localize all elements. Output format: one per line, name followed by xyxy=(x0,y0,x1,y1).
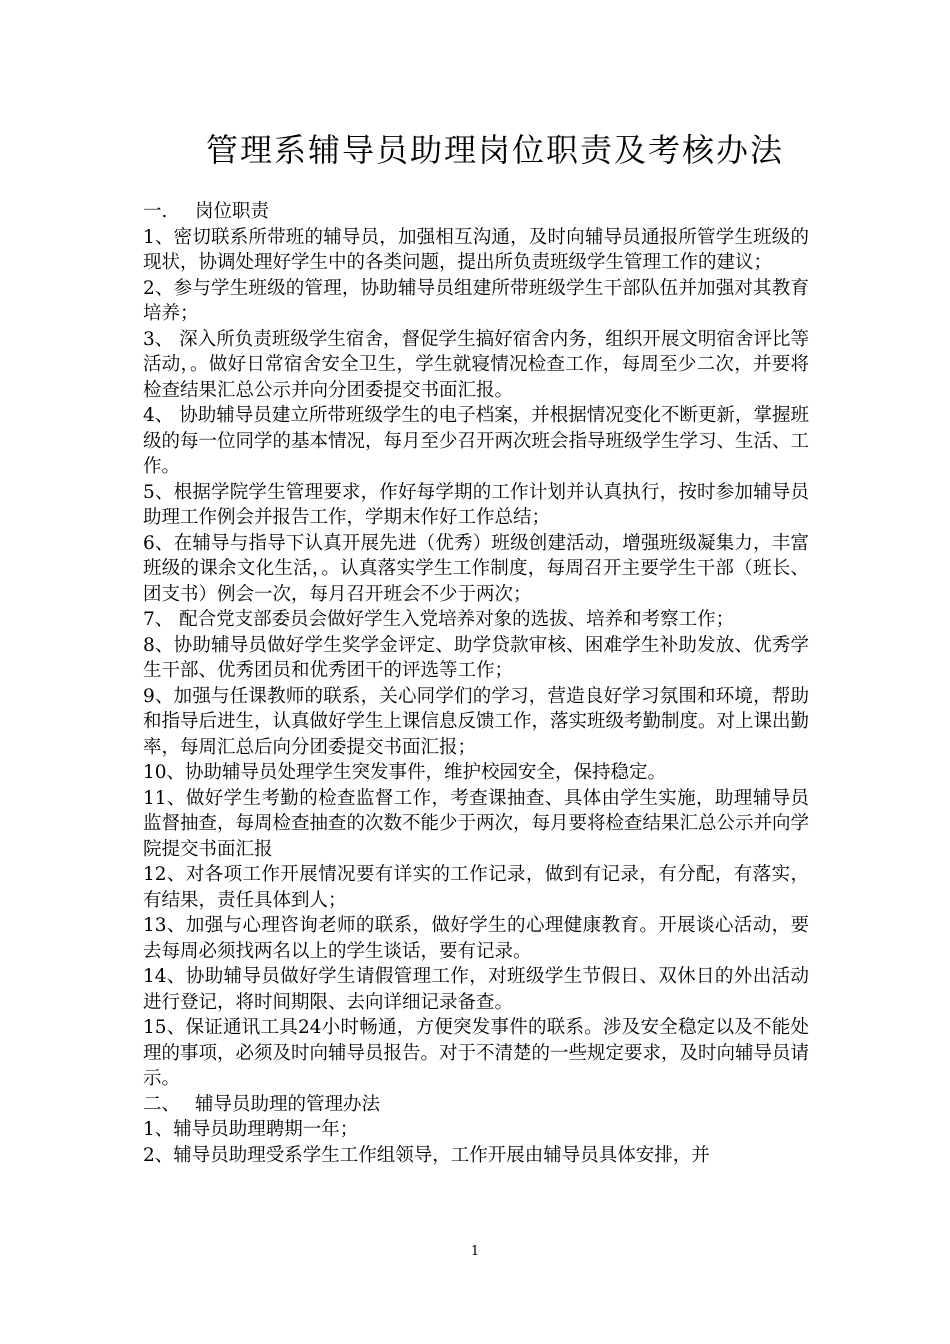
duty-item: 9、加强与任课教师的联系，关心同学们的学习，营造良好学习氛围和环境，帮助和指导后进生，认真做好学生上课信息反馈工作，落实班级考勤制度。对上课出勤率，每周汇总后向分团委提交书面汇报； xyxy=(143,685,810,758)
duty-item: 13、加强与心理咨询老师的联系，做好学生的心理健康教育。开展谈心活动，要去每周必须找两名以上的学生谈话，要有记录。 xyxy=(143,915,809,962)
duty-item: 14、协助辅导员做好学生请假管理工作，对班级学生节假日、双休日的外出活动进行登记，将时间期限、去向详细记录备查。 xyxy=(143,966,809,1013)
duty-item: 6、在辅导与指导下认真开展先进（优秀）班级创建活动，增强班级凝集力，丰富班级的课余文化生活，。认真落实学生工作制度，每周召开主要学生干部（班长、团支书）例会一次，每月召开班会不少于两次； xyxy=(143,532,809,605)
duty-item: 7、 配合党支部委员会做好学生入党培养对象的选拔、培养和考察工作； xyxy=(143,609,735,630)
duty-item: 1、密切联系所带班的辅导员，加强相互沟通，及时向辅导员通报所管学生班级的现状，协调处理好学生中的各类问题，提出所负责班级学生管理工作的建议； xyxy=(143,226,809,273)
section-number: 二、 xyxy=(143,1093,181,1115)
management-item: 1、辅导员助理聘期一年； xyxy=(143,1119,359,1140)
duty-item: 4、 协助辅导员建立所带班级学生的电子档案，并根据情况变化不断更新，掌握班级的每一位同学的基本情况，每月至少召开两次班会指导班级学生学习、生活、工作。 xyxy=(143,405,810,477)
section-heading-1 xyxy=(143,199,809,225)
management-item: 2、辅导员助理受系学生工作组领导，工作开展由辅导员具体安排，并 xyxy=(143,1144,710,1166)
page-number: 1 xyxy=(470,1244,480,1259)
duty-item: 8、协助辅导员做好学生奖学金评定、助学贷款审核、困难学生补助发放、优秀学生干部、优秀团员和优秀团干的评选等工作； xyxy=(143,634,809,681)
document-title: 管理系辅导员助理岗位职责及考核办法 xyxy=(205,131,784,169)
section-title: 辅导员助理的管理办法 xyxy=(195,1093,381,1115)
duty-item: 3、 深入所负责班级学生宿舍，督促学生搞好宿舍内务，组织开展文明宿舍评比等活动，。做好日常宿舍安全卫生，学生就寝情况检查工作，每周至少二次，并要将检查结果汇总公示并向分团委提交书面汇报。 xyxy=(143,328,809,401)
duty-item: 15、保证通讯工具24小时畅通，方便突发事件的联系。涉及安全稳定以及不能处理的事项，必须及时向辅导员报告。对于不清楚的一些规定要求，及时向辅导员请示。 xyxy=(143,1017,810,1089)
duty-item: 12、对各项工作开展情况要有详实的工作记录，做到有记录，有分配，有落实，有结果，责任具体到人； xyxy=(143,864,809,911)
duty-item: 2、参与学生班级的管理，协助辅导员组建所带班级学生干部队伍并加强对其教育培养； xyxy=(143,277,809,324)
section-heading-2 xyxy=(143,1092,809,1118)
duty-item: 5、根据学院学生管理要求，作好每学期的工作计划并认真执行，按时参加辅导员助理工作例会并报告工作，学期末作好工作总结； xyxy=(143,481,809,528)
section-number: 一. xyxy=(143,201,168,222)
document-body xyxy=(143,199,809,1168)
section-title: 岗位职责 xyxy=(195,201,270,222)
duty-item: 11、做好学生考勤的检查监督工作，考查课抽查、具体由学生实施，助理辅导员监督抽查，每周检查抽查的次数不能少于两次，每月要将检查结果汇总公示并向学院提交书面汇报 xyxy=(143,787,810,860)
duty-item: 10、协助辅导员处理学生突发事件，维护校园安全，保持稳定。 xyxy=(143,762,667,783)
